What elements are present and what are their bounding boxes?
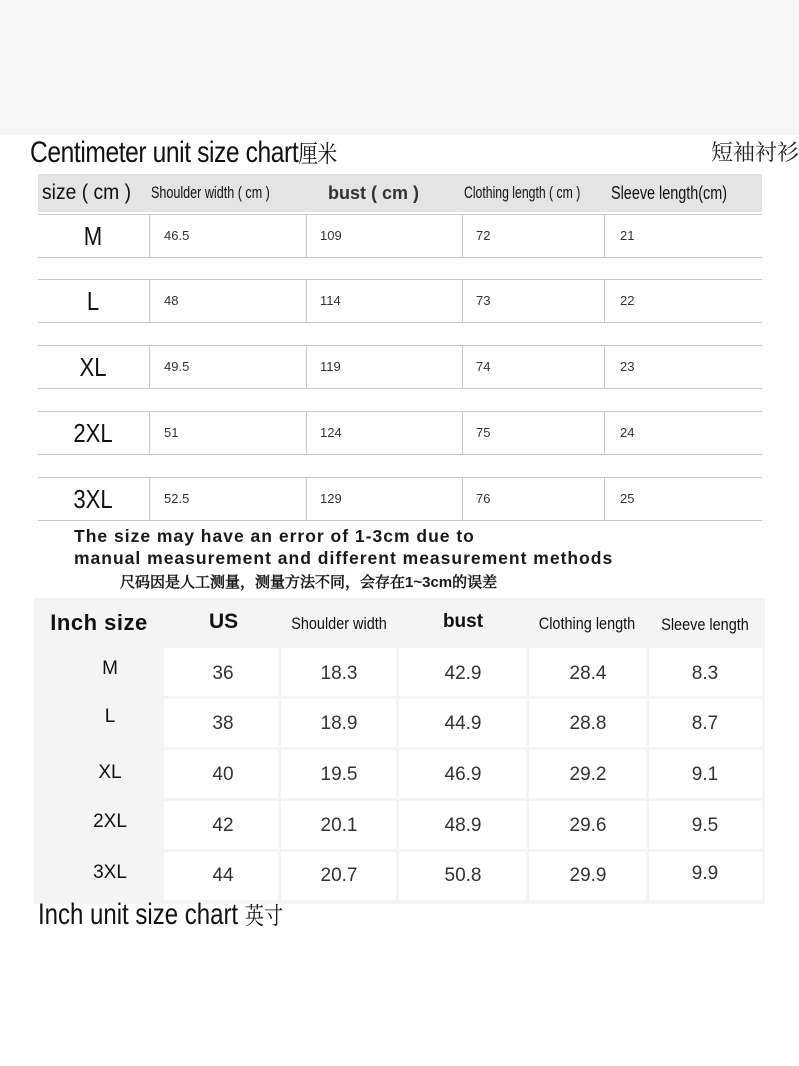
divider bbox=[149, 280, 150, 322]
inch-size: M bbox=[102, 658, 118, 679]
cm-size: XL bbox=[79, 352, 107, 382]
inch-chart-title-zh: 英寸 bbox=[244, 903, 284, 930]
inch-header-shoulder: Shoulder width bbox=[291, 614, 387, 633]
cm-table-header bbox=[38, 174, 762, 212]
cm-row-l bbox=[38, 279, 762, 323]
cm-header-sleeve: Sleeve length(cm) bbox=[611, 183, 728, 203]
inch-us: 44 bbox=[212, 865, 234, 886]
inch-chart-title bbox=[38, 896, 283, 932]
inch-bust: 46.9 bbox=[444, 764, 482, 785]
inch-shoulder: 19.5 bbox=[320, 764, 358, 785]
cm-shoulder: 49.5 bbox=[164, 359, 190, 374]
cm-chart-title-zh: 厘米 bbox=[298, 141, 337, 168]
inch-sleeve: 9.9 bbox=[691, 863, 719, 884]
inch-bust: 50.8 bbox=[444, 865, 482, 886]
cm-length: 76 bbox=[476, 491, 491, 506]
inch-us: 42 bbox=[212, 815, 234, 836]
cm-shoulder: 48 bbox=[164, 293, 179, 308]
inch-header-sleeve: Sleeve length bbox=[661, 615, 749, 634]
divider bbox=[306, 280, 307, 322]
inch-us: 38 bbox=[212, 713, 234, 734]
divider bbox=[462, 346, 463, 388]
inch-header-size: Inch size bbox=[50, 610, 148, 635]
product-tag: 短袖衬衫 bbox=[710, 140, 799, 165]
cm-length: 75 bbox=[476, 425, 491, 440]
inch-sleeve: 9.5 bbox=[691, 815, 719, 836]
inch-length: 29.9 bbox=[569, 865, 607, 886]
inch-size: L bbox=[104, 706, 116, 727]
divider bbox=[462, 280, 463, 322]
divider bbox=[604, 478, 605, 520]
cm-size: L bbox=[86, 286, 100, 316]
inch-bust: 44.9 bbox=[444, 713, 482, 734]
divider bbox=[306, 412, 307, 454]
divider bbox=[149, 346, 150, 388]
cm-shoulder: 46.5 bbox=[164, 228, 190, 243]
cm-bust: 119 bbox=[320, 359, 341, 374]
inch-size: 3XL bbox=[93, 862, 127, 883]
inch-us: 40 bbox=[212, 764, 234, 785]
inch-shoulder: 20.1 bbox=[320, 815, 358, 836]
divider bbox=[149, 412, 150, 454]
cm-row-2xl bbox=[38, 411, 762, 455]
cm-size: 2XL bbox=[73, 418, 113, 448]
cm-row-3xl bbox=[38, 477, 762, 521]
divider bbox=[149, 478, 150, 520]
cm-chart-title-text: Centimeter unit size chart bbox=[30, 136, 299, 169]
cm-sleeve: 21 bbox=[620, 228, 635, 243]
inch-shoulder: 18.3 bbox=[320, 663, 358, 684]
inch-sleeve: 8.7 bbox=[691, 713, 719, 734]
divider bbox=[604, 280, 605, 322]
cm-shoulder: 51 bbox=[164, 425, 179, 440]
inch-header-bust: bust bbox=[442, 611, 484, 632]
cm-length: 72 bbox=[476, 228, 491, 243]
measurement-note bbox=[74, 525, 613, 569]
inch-sleeve: 8.3 bbox=[691, 663, 719, 684]
divider bbox=[604, 412, 605, 454]
inch-shoulder: 18.9 bbox=[320, 713, 358, 734]
cm-bust: 109 bbox=[320, 228, 342, 243]
note-line-2: manual measurement and different measurement methods bbox=[74, 548, 614, 568]
cm-header-bust: bust ( cm ) bbox=[328, 183, 420, 203]
inch-us: 36 bbox=[212, 663, 234, 684]
inch-length: 29.2 bbox=[569, 764, 607, 785]
inch-sleeve: 9.1 bbox=[691, 764, 719, 785]
divider bbox=[306, 215, 307, 257]
inch-header-us: US bbox=[209, 610, 239, 633]
divider bbox=[149, 215, 150, 257]
inch-length: 29.6 bbox=[569, 815, 607, 836]
divider bbox=[306, 478, 307, 520]
note-zh: 尺码因是人工测量，测量方法不同，会存在1~3cm的误差 bbox=[120, 574, 498, 591]
note-line-1: The size may have an error of 1-3cm due to bbox=[74, 526, 475, 546]
cm-length: 74 bbox=[476, 359, 491, 374]
inch-length: 28.4 bbox=[569, 663, 607, 684]
divider bbox=[604, 215, 605, 257]
inch-length: 28.8 bbox=[569, 713, 607, 734]
inch-header-length: Clothing length bbox=[538, 614, 636, 633]
inch-shoulder: 20.7 bbox=[320, 865, 358, 886]
cm-row-xl bbox=[38, 345, 762, 389]
cm-length: 73 bbox=[476, 293, 491, 308]
divider bbox=[462, 412, 463, 454]
cm-sleeve: 25 bbox=[620, 491, 635, 506]
inch-size: 2XL bbox=[93, 811, 127, 832]
divider bbox=[604, 346, 605, 388]
cm-bust: 124 bbox=[320, 425, 342, 440]
divider bbox=[462, 215, 463, 257]
divider bbox=[306, 346, 307, 388]
cm-size: 3XL bbox=[73, 484, 113, 514]
top-background bbox=[0, 0, 799, 135]
cm-sleeve: 24 bbox=[620, 425, 635, 440]
cm-chart-title bbox=[30, 134, 337, 170]
cm-size: M bbox=[83, 221, 103, 251]
inch-table bbox=[34, 598, 765, 904]
inch-bust: 42.9 bbox=[444, 663, 482, 684]
cm-bust: 114 bbox=[320, 293, 341, 308]
inch-chart-title-text: Inch unit size chart bbox=[38, 898, 239, 931]
cm-header-size: size ( cm ) bbox=[42, 181, 132, 204]
cm-row-m bbox=[38, 214, 762, 258]
cm-header-shoulder: Shoulder width ( cm ) bbox=[151, 183, 270, 202]
cm-header-length: Clothing length ( cm ) bbox=[464, 183, 581, 202]
cm-sleeve: 23 bbox=[620, 359, 635, 374]
inch-bust: 48.9 bbox=[444, 815, 482, 836]
cm-bust: 129 bbox=[320, 491, 342, 506]
divider bbox=[462, 478, 463, 520]
cm-sleeve: 22 bbox=[620, 293, 635, 308]
cm-shoulder: 52.5 bbox=[164, 491, 190, 506]
inch-size: XL bbox=[98, 762, 122, 783]
